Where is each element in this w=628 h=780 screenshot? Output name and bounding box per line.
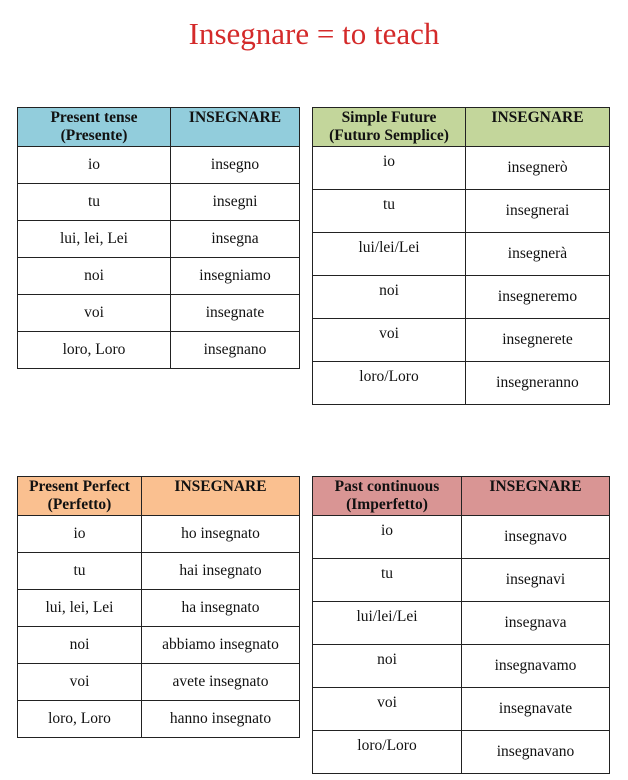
conjugation-cell: insegnavate <box>462 688 610 731</box>
tense-label <box>18 108 171 147</box>
table-row <box>313 602 610 645</box>
pronoun-cell: noi <box>313 645 462 688</box>
conjugation-cell: insegna <box>171 221 300 258</box>
table-row <box>18 258 300 295</box>
table-row <box>313 190 610 233</box>
verb-header: INSEGNARE <box>462 477 610 516</box>
pronoun-cell: tu <box>313 559 462 602</box>
present-perfect-table <box>17 476 300 738</box>
pronoun-cell: lui/lei/Lei <box>313 233 466 276</box>
conjugation-cell: insegnerà <box>466 233 610 276</box>
table-row <box>313 147 610 190</box>
table-row <box>313 645 610 688</box>
table-row <box>18 590 300 627</box>
pronoun-cell: lui, lei, Lei <box>18 590 142 627</box>
pronoun-cell: tu <box>18 553 142 590</box>
tense-label <box>313 477 462 516</box>
pronoun-cell: loro, Loro <box>18 701 142 738</box>
table-row <box>18 664 300 701</box>
table-row <box>18 516 300 553</box>
table-row <box>18 701 300 738</box>
conjugation-cell: hai insegnato <box>142 553 300 590</box>
conjugation-cell: insegnerò <box>466 147 610 190</box>
pronoun-cell: noi <box>18 627 142 664</box>
table-row <box>18 332 300 369</box>
pronoun-cell: voi <box>313 688 462 731</box>
table-row <box>313 362 610 405</box>
pronoun-cell: voi <box>313 319 466 362</box>
conjugation-cell: ho insegnato <box>142 516 300 553</box>
present-tense-table <box>17 107 300 369</box>
table-row <box>313 731 610 774</box>
conjugation-cell: insegnate <box>171 295 300 332</box>
conjugation-cell: insegnerete <box>466 319 610 362</box>
tense-label-line1: Present tense <box>50 109 138 126</box>
table-row <box>18 553 300 590</box>
conjugation-cell: insegnava <box>462 602 610 645</box>
conjugation-cell: insegneremo <box>466 276 610 319</box>
table-row <box>313 559 610 602</box>
table-header-row <box>18 477 300 516</box>
pronoun-cell: io <box>18 516 142 553</box>
pronoun-cell: loro, Loro <box>18 332 171 369</box>
table-header-row <box>18 108 300 147</box>
verb-header: INSEGNARE <box>171 108 300 147</box>
table-row <box>313 276 610 319</box>
tense-label <box>313 108 466 147</box>
verb-header: INSEGNARE <box>142 477 300 516</box>
pronoun-cell: tu <box>313 190 466 233</box>
tense-label-line2: (Perfetto) <box>47 496 112 513</box>
table-row <box>18 221 300 258</box>
conjugation-cell: insegneranno <box>466 362 610 405</box>
conjugation-cell: avete insegnato <box>142 664 300 701</box>
tense-label-line1: Past continuous <box>334 478 440 495</box>
tense-label <box>18 477 142 516</box>
table-row <box>313 516 610 559</box>
pronoun-cell: io <box>313 147 466 190</box>
pronoun-cell: voi <box>18 295 171 332</box>
conjugation-cell: insegnavo <box>462 516 610 559</box>
pronoun-cell: noi <box>313 276 466 319</box>
simple-future-table <box>312 107 610 405</box>
table-row <box>18 627 300 664</box>
conjugation-cell: insegnano <box>171 332 300 369</box>
pronoun-cell: loro/Loro <box>313 731 462 774</box>
table-row <box>18 184 300 221</box>
pronoun-cell: io <box>18 147 171 184</box>
tense-label-line2: (Presente) <box>60 127 128 144</box>
pronoun-cell: voi <box>18 664 142 701</box>
conjugation-cell: hanno insegnato <box>142 701 300 738</box>
table-row <box>18 295 300 332</box>
table-header-row <box>313 477 610 516</box>
table-header-row <box>313 108 610 147</box>
conjugation-cell: insegni <box>171 184 300 221</box>
table-row <box>313 688 610 731</box>
conjugation-cell: abbiamo insegnato <box>142 627 300 664</box>
conjugation-cell: insegnavamo <box>462 645 610 688</box>
conjugation-cell: insegno <box>171 147 300 184</box>
pronoun-cell: lui/lei/Lei <box>313 602 462 645</box>
page-title: Insegnare = to teach <box>188 16 440 51</box>
tense-label-line1: Simple Future <box>341 109 437 126</box>
table-row <box>18 147 300 184</box>
tense-label-line2: (Futuro Semplice) <box>329 127 449 144</box>
past-continuous-table <box>312 476 610 774</box>
pronoun-cell: tu <box>18 184 171 221</box>
conjugation-cell: ha insegnato <box>142 590 300 627</box>
conjugation-cell: insegnavi <box>462 559 610 602</box>
conjugation-cell: insegnerai <box>466 190 610 233</box>
pronoun-cell: lui, lei, Lei <box>18 221 171 258</box>
pronoun-cell: noi <box>18 258 171 295</box>
tense-label-line2: (Imperfetto) <box>346 496 428 513</box>
conjugation-cell: insegnavano <box>462 731 610 774</box>
pronoun-cell: loro/Loro <box>313 362 466 405</box>
tense-label-line1: Present Perfect <box>29 478 130 495</box>
table-row <box>313 233 610 276</box>
pronoun-cell: io <box>313 516 462 559</box>
table-row <box>313 319 610 362</box>
verb-header: INSEGNARE <box>466 108 610 147</box>
conjugation-cell: insegniamo <box>171 258 300 295</box>
